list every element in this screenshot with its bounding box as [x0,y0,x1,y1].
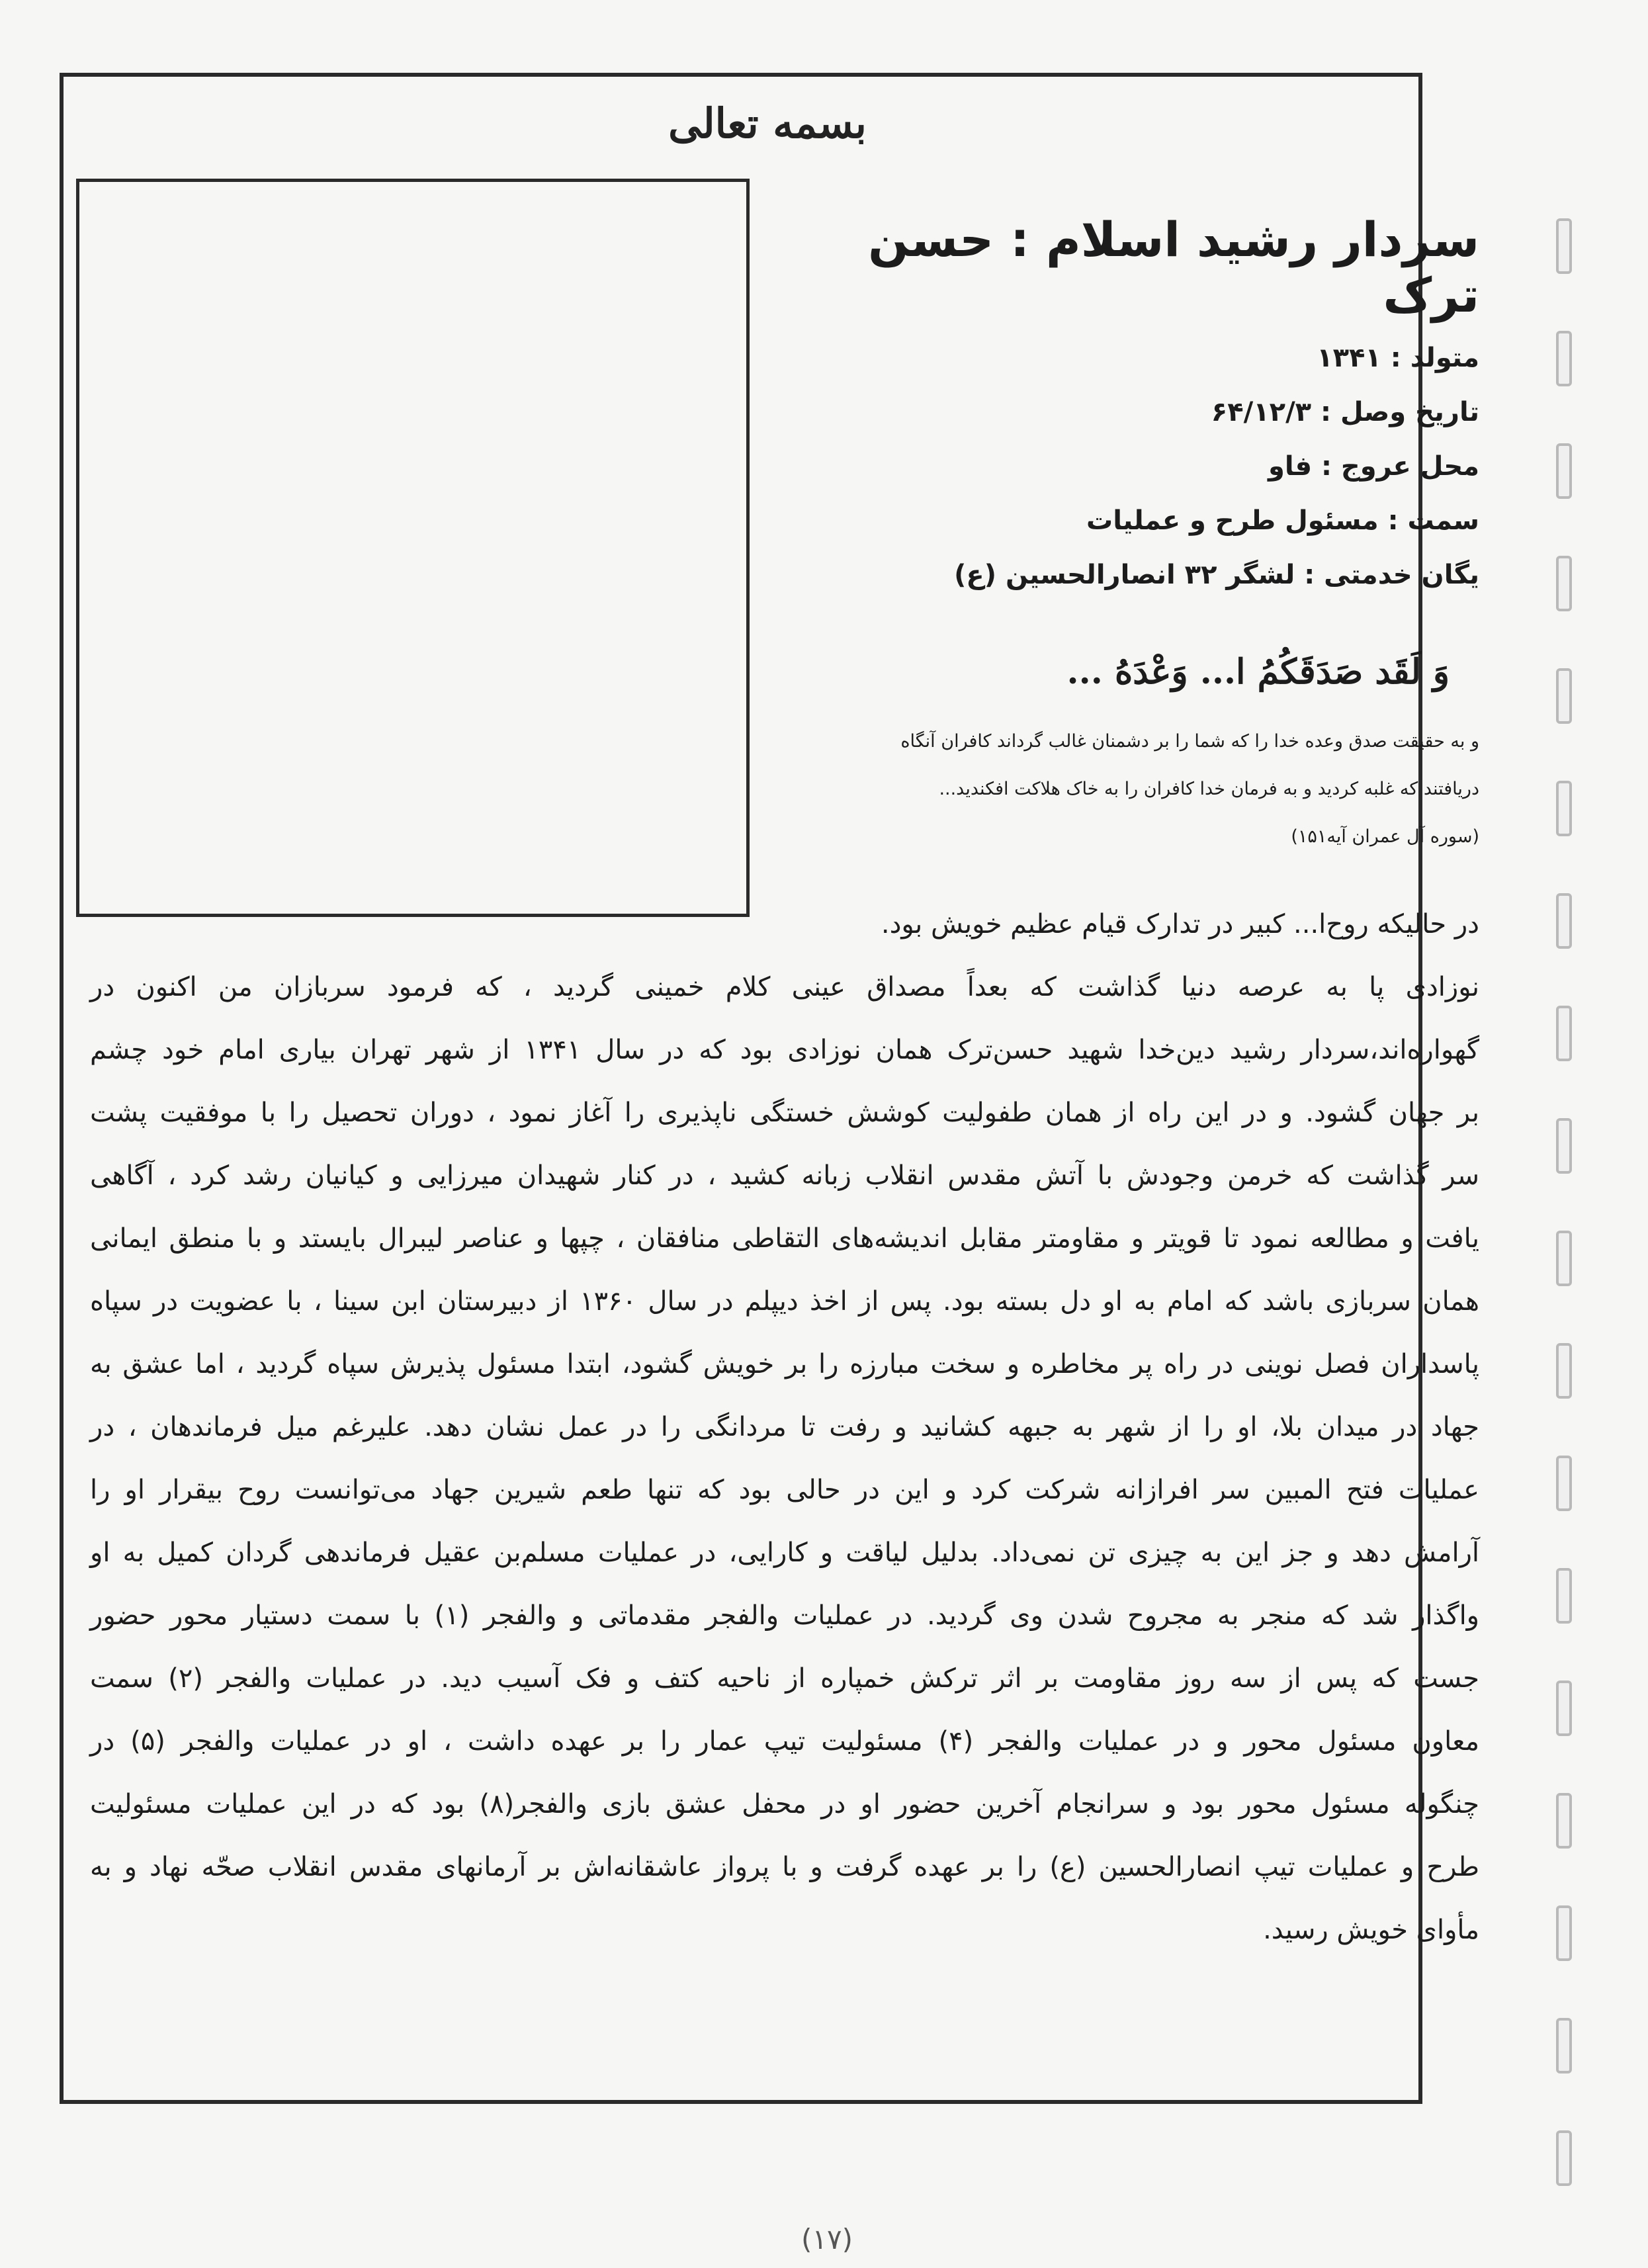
binder-tab [1556,668,1572,724]
binder-tab [1556,443,1572,499]
verse-translation [818,718,1479,861]
body-line: جست که پس از سه روز مقاومت بر اثر ترکش خمپاره از ناحیه کتف و فک آسیب دید. در عملیات والفجر (۲) سمت [90,1663,1479,1694]
binder-tab [1556,218,1572,274]
body-line: چنگوله مسئول محور بود و سرانجام آخرین حضور او در محفل عشق بازی والفجر(۸) بود که در این عملیات مسئولیت [90,1789,1479,1819]
binder-tab [1556,1568,1572,1624]
binder-tab [1556,1231,1572,1286]
body-line: در حالیکه روح‌ا... کبیر در تدارک قیام عظیم خویش بود. [881,909,1479,939]
body-line: یافت و مطالعه نمود تا قویتر و مقاومتر مقابل اندیشه‌های التقاطی منافقان ، چپها و عناصر لیبرال بایستد و با منطق ایمانی [90,1223,1479,1254]
page-title: سردار رشید اسلام : حسن ترک [868,212,1479,323]
basmala-heading: بسمه تعالی [668,99,867,148]
info-martyrdom-date: تاریخ وصل : ۶۴/۱۲/۳ [1211,397,1479,427]
body-line: گهواره‌اند،سردار رشید دین‌خدا شهید حسن‌ترک همان نوزادی بود که در سال ۱۳۴۱ از شهر تهران بیاری امام خود چشم [90,1035,1479,1065]
body-line: بر جهان گشود. و در این راه از همان طفولیت کوشش خستگی ناپذیری را آغاز نمود ، دوران تحصیل را با موفقیت پشت [90,1098,1479,1128]
body-line: عملیات فتح المبین سر افرازانه شرکت کرد و این در حالی بود که تنها طعم شیرین جهاد می‌توانست روح بیقرار او را [90,1475,1479,1505]
binder-tab [1556,331,1572,386]
binder-tab [1556,2018,1572,2073]
body-line: سر گذاشت که خرمن وجودش با آتش مقدس انقلاب زبانه کشید ، در کنار شهیدان میرزایی و کیانیان رشد کرد ، آگاهی [90,1160,1479,1191]
body-line: نوزادی پا به عرصه دنیا گذاشت که بعداً مصداق عینی کلام خمینی گردید ، که فرمود سربازان من اکنون در [90,972,1479,1002]
info-place: محل عروج : فاو [1268,451,1479,482]
body-line: آرامش دهد و جز این به چیزی تن نمی‌داد. بدلیل لیاقت و کارایی، در عملیات مسلم‌بن عقیل فرماندهی گردان کمیل به او [90,1538,1479,1568]
info-birth: متولد : ۱۳۴۱ [1317,343,1479,373]
binder-tab [1556,556,1572,611]
body-line: طرح و عملیات تیپ انصارالحسین (ع) را بر عهده گرفت و با پرواز عاشقانه‌اش بر آرمانهای مقدس انقلاب صحّه نهاد و به [90,1852,1479,1882]
binder-tab [1556,781,1572,836]
binder-tab [1556,1118,1572,1174]
body-line: همان سربازی باشد که امام به او دل بسته بود. پس از اخذ دیپلم در سال ۱۳۶۰ از دبیرستان ابن سینا ، با عضویت در سپاه [90,1286,1479,1317]
binder-tab [1556,893,1572,949]
body-line: جهاد در میدان بلا، او را از شهر به جبهه کشانید و رفت تا مردانگی را در عمل نشان دهد. علیرغم میل فرماندهان ، در [90,1412,1479,1442]
body-line: واگذار شد که منجر به مجروح شدن وی گردید. در عملیات والفجر مقدماتی و والفجر (۱) با سمت دستیار محور حضور [90,1600,1479,1631]
info-position: سمت : مسئول طرح و عملیات [1086,505,1479,536]
body-line: پاسداران فصل نوینی در راه پر مخاطره و سخت مبارزه را بر خویش گشود، ابتدا مسئول پذیرش سپاه گردید ، اما عشق به [90,1349,1479,1379]
biography-text [90,893,1479,1962]
bio-info [818,331,1479,602]
quran-verse: وَ لَقَد صَدَقَكُمُ ا... وَعْدَهُ ... [1066,652,1450,692]
binder-tab [1556,1006,1572,1061]
photo-placeholder [76,179,750,917]
info-unit: یگان خدمتی : لشگر ۳۲ انصارالحسین (ع) [954,560,1479,590]
body-line: معاون مسئول محور و در عملیات والفجر (۴) مسئولیت تیپ عمار را بر عهده داشت ، او در عملیات والفجر (۵) در [90,1726,1480,1757]
binder-tab [1556,1793,1572,1849]
page-number: (۱۷) [801,2223,853,2255]
binder-tab [1556,1456,1572,1511]
body-line: مأوای خویش رسید. [1263,1915,1479,1945]
verse-citation: (سوره آل عمران آیه۱۵۱) [1291,826,1479,847]
binder-tab [1556,1343,1572,1399]
verse-translation-line: دریافتند که غلبه کردید و به فرمان خدا کافران را به خاک هلاکت افکندید... [939,779,1479,799]
binder-tab [1556,1905,1572,1961]
binder-tab [1556,1680,1572,1736]
binder-tab [1556,2130,1572,2186]
verse-translation-line: و به حقیقت صدق وعده خدا را که شما را بر دشمنان غالب گرداند کافران آنگاه [900,731,1479,752]
